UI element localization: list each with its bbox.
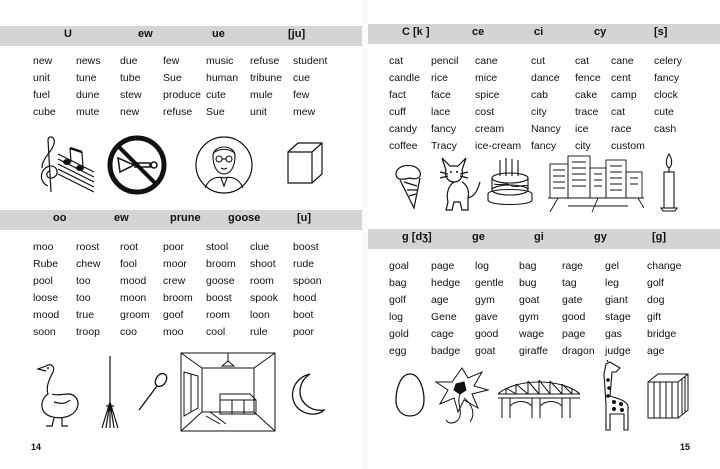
word: trace	[575, 106, 599, 118]
word: gel	[605, 260, 620, 272]
word: rule	[250, 326, 268, 338]
word: boot	[293, 309, 314, 321]
word-column	[33, 53, 56, 121]
word-column	[389, 53, 420, 155]
header-ge: ge	[472, 231, 485, 243]
word: rice	[431, 72, 448, 84]
word: pencil	[431, 55, 459, 67]
word: groom	[120, 309, 150, 321]
word: spook	[250, 292, 279, 304]
word: chew	[76, 258, 101, 270]
header-ju: [ju]	[288, 28, 306, 40]
man-portrait-icon	[193, 134, 255, 196]
word: moo	[33, 241, 54, 253]
word: bag	[389, 277, 407, 289]
header-u-sound: [u]	[297, 212, 312, 224]
word: cute	[206, 89, 226, 101]
word: fancy	[431, 123, 457, 135]
word: cube	[33, 106, 56, 118]
word: gentle	[475, 277, 504, 289]
word: bag	[519, 260, 537, 272]
word: cent	[611, 72, 631, 84]
word: moor	[163, 258, 187, 270]
word-column	[76, 239, 101, 341]
word: moo	[163, 326, 184, 338]
word-column	[76, 53, 101, 121]
giraffe-icon	[592, 360, 632, 432]
word: golf	[389, 294, 406, 306]
spoon-icon	[135, 372, 169, 412]
word: tube	[120, 72, 141, 84]
word-column	[120, 239, 150, 341]
word-column	[605, 258, 631, 360]
word: mood	[33, 309, 60, 321]
word: ice-cream	[475, 140, 522, 152]
word: goose	[206, 275, 235, 287]
header-gi: gi	[534, 231, 544, 243]
word: leg	[605, 277, 620, 289]
word: new	[120, 106, 140, 118]
word: gave	[475, 311, 498, 323]
header-gy: gy	[594, 231, 607, 243]
word-column	[206, 53, 238, 121]
word: stool	[206, 241, 229, 253]
header-g-dz: g [dʒ]	[402, 231, 432, 243]
word: cage	[431, 328, 454, 340]
word: goof	[163, 309, 184, 321]
header-ue: ue	[212, 28, 225, 40]
word: root	[120, 241, 139, 253]
header-prune: prune	[170, 212, 201, 224]
word: gym	[519, 311, 539, 323]
word-column	[163, 239, 193, 341]
word: gate	[562, 294, 583, 306]
word: camp	[611, 89, 637, 101]
u-section-header	[0, 26, 362, 46]
word: clock	[654, 89, 678, 101]
word: race	[611, 123, 632, 135]
c-section-header	[368, 24, 720, 44]
word: log	[475, 260, 490, 272]
page-number: 14	[31, 442, 42, 452]
word: Sue	[206, 106, 225, 118]
word: cream	[475, 123, 505, 135]
word: pool	[33, 275, 53, 287]
broom-icon	[100, 354, 120, 430]
word: broom	[206, 258, 236, 270]
word: few	[293, 89, 310, 101]
word: goat	[475, 345, 496, 357]
word: stage	[605, 311, 631, 323]
word-column	[33, 239, 59, 341]
header-cy: cy	[594, 26, 607, 38]
word: goat	[519, 294, 540, 306]
word: badge	[431, 345, 461, 357]
word: custom	[611, 140, 645, 152]
word: fancy	[654, 72, 680, 84]
word: room	[250, 275, 274, 287]
word: coo	[120, 326, 137, 338]
word: fence	[575, 72, 601, 84]
word: fancy	[531, 140, 557, 152]
word: dragon	[562, 345, 595, 357]
word: too	[76, 275, 91, 287]
word: Rube	[33, 258, 59, 270]
egg-icon	[394, 372, 426, 418]
word: gym	[475, 294, 495, 306]
word-column	[250, 53, 282, 121]
word: giraffe	[519, 345, 548, 357]
word: gas	[605, 328, 622, 340]
word-column	[293, 239, 322, 341]
header-ew: ew	[138, 28, 153, 40]
word: new	[33, 55, 53, 67]
word: ice	[575, 123, 589, 135]
word-column	[562, 258, 595, 360]
word: page	[431, 260, 455, 272]
word: refuse	[163, 106, 193, 118]
candle-icon	[660, 152, 678, 212]
word: cane	[475, 55, 498, 67]
word: candy	[389, 123, 418, 135]
word: dune	[76, 89, 100, 101]
word: gold	[389, 328, 409, 340]
header-oo: oo	[53, 212, 67, 224]
word: Sue	[163, 72, 182, 84]
word: room	[206, 309, 230, 321]
moon-icon	[286, 372, 326, 418]
header-ci: ci	[534, 26, 544, 38]
word-column	[163, 53, 201, 121]
word: troop	[76, 326, 100, 338]
word: crew	[163, 275, 186, 287]
word: poor	[293, 326, 315, 338]
word-column	[120, 53, 142, 121]
word: fool	[120, 258, 137, 270]
word: tag	[562, 277, 577, 289]
dragon-icon	[434, 364, 490, 428]
word: soon	[33, 326, 56, 338]
word: judge	[605, 345, 631, 357]
word: poor	[163, 241, 185, 253]
word: city	[531, 106, 547, 118]
no-horn-sign-icon	[106, 134, 168, 196]
bridge-icon	[496, 376, 582, 420]
word: cake	[575, 89, 598, 101]
word-column	[475, 53, 521, 155]
header-u: U	[64, 28, 72, 40]
word: student	[293, 55, 328, 67]
word: cat	[389, 55, 404, 67]
word: fuel	[33, 89, 50, 101]
cube-icon	[284, 140, 326, 186]
right-page	[368, 0, 720, 469]
word: Gene	[431, 311, 457, 323]
word: produce	[163, 89, 201, 101]
city-icon	[548, 150, 644, 214]
header-s: [s]	[654, 26, 668, 38]
word: giant	[605, 294, 628, 306]
word-column	[389, 258, 409, 360]
word: hedge	[431, 277, 461, 289]
word: goal	[389, 260, 409, 272]
word: cat	[611, 106, 626, 118]
word: spice	[475, 89, 500, 101]
g-section-header	[368, 229, 720, 249]
word: hood	[293, 292, 317, 304]
word: unit	[33, 72, 50, 84]
word-column	[519, 258, 548, 360]
word: cute	[654, 106, 674, 118]
oo-section-header	[0, 210, 362, 230]
word: cost	[475, 106, 495, 118]
word: mule	[250, 89, 273, 101]
word: rude	[293, 258, 315, 270]
word: due	[120, 55, 138, 67]
word-column	[206, 239, 236, 341]
word: bridge	[647, 328, 677, 340]
word-column	[531, 53, 561, 155]
header-ew: ew	[114, 212, 129, 224]
word-column	[647, 258, 681, 360]
word: log	[389, 311, 404, 323]
word: cuff	[389, 106, 406, 118]
word: cool	[206, 326, 226, 338]
word: wage	[519, 328, 545, 340]
word: candle	[389, 72, 420, 84]
word: good	[562, 311, 586, 323]
cake-icon	[486, 156, 534, 208]
word: unit	[250, 106, 267, 118]
word-column	[431, 53, 458, 155]
word: refuse	[250, 55, 280, 67]
word-column	[250, 239, 278, 341]
word: Tracy	[431, 140, 457, 152]
ice-cream-icon	[390, 160, 426, 210]
word: golf	[647, 277, 664, 289]
word: clue	[250, 241, 270, 253]
word: lace	[431, 106, 451, 118]
word: mew	[293, 106, 316, 118]
word: city	[575, 140, 591, 152]
word: broom	[163, 292, 193, 304]
word: news	[76, 55, 101, 67]
word: mood	[120, 275, 147, 287]
word: age	[431, 294, 449, 306]
word: boost	[206, 292, 232, 304]
word: cab	[531, 89, 548, 101]
cat-icon	[438, 154, 482, 212]
word: shoot	[250, 258, 276, 270]
word: spoon	[293, 275, 322, 287]
word: tribune	[250, 72, 283, 84]
word-column	[611, 53, 645, 155]
word: bug	[519, 277, 537, 289]
word: moon	[120, 292, 147, 304]
word-column	[575, 53, 601, 155]
word: few	[163, 55, 180, 67]
page-number: 15	[680, 442, 691, 452]
word: age	[647, 345, 665, 357]
word: face	[431, 89, 451, 101]
word: fact	[389, 89, 406, 101]
word: page	[562, 328, 586, 340]
header-ce: ce	[472, 26, 485, 38]
word: music	[206, 55, 234, 67]
word: loose	[33, 292, 59, 304]
word: boost	[293, 241, 319, 253]
word: cut	[531, 55, 546, 67]
word: rage	[562, 260, 584, 272]
music-note-icon	[34, 134, 100, 196]
word: change	[647, 260, 682, 272]
header-c-k: C [k ]	[402, 26, 430, 38]
room-icon	[180, 352, 276, 432]
word: true	[76, 309, 95, 321]
word: roost	[76, 241, 100, 253]
word: mute	[76, 106, 100, 118]
word: dance	[531, 72, 560, 84]
word: Nancy	[531, 123, 561, 135]
word: tune	[76, 72, 97, 84]
word-column	[475, 258, 504, 360]
word: egg	[389, 345, 407, 357]
word: gift	[647, 311, 662, 323]
word: too	[76, 292, 91, 304]
goose-icon	[32, 360, 84, 428]
word-column	[431, 258, 460, 360]
header-g: [g]	[652, 231, 667, 243]
word: cane	[611, 55, 634, 67]
cage-icon	[646, 372, 690, 420]
word: stew	[120, 89, 142, 101]
word: good	[475, 328, 499, 340]
header-goose: goose	[228, 212, 261, 224]
word: loon	[250, 309, 270, 321]
word: cat	[575, 55, 590, 67]
word: mice	[475, 72, 498, 84]
word: cue	[293, 72, 310, 84]
word: dog	[647, 294, 665, 306]
word: human	[206, 72, 239, 84]
word-column	[654, 53, 682, 138]
word: celery	[654, 55, 683, 67]
word: coffee	[389, 140, 418, 152]
word: cash	[654, 123, 677, 135]
word-column	[293, 53, 327, 121]
